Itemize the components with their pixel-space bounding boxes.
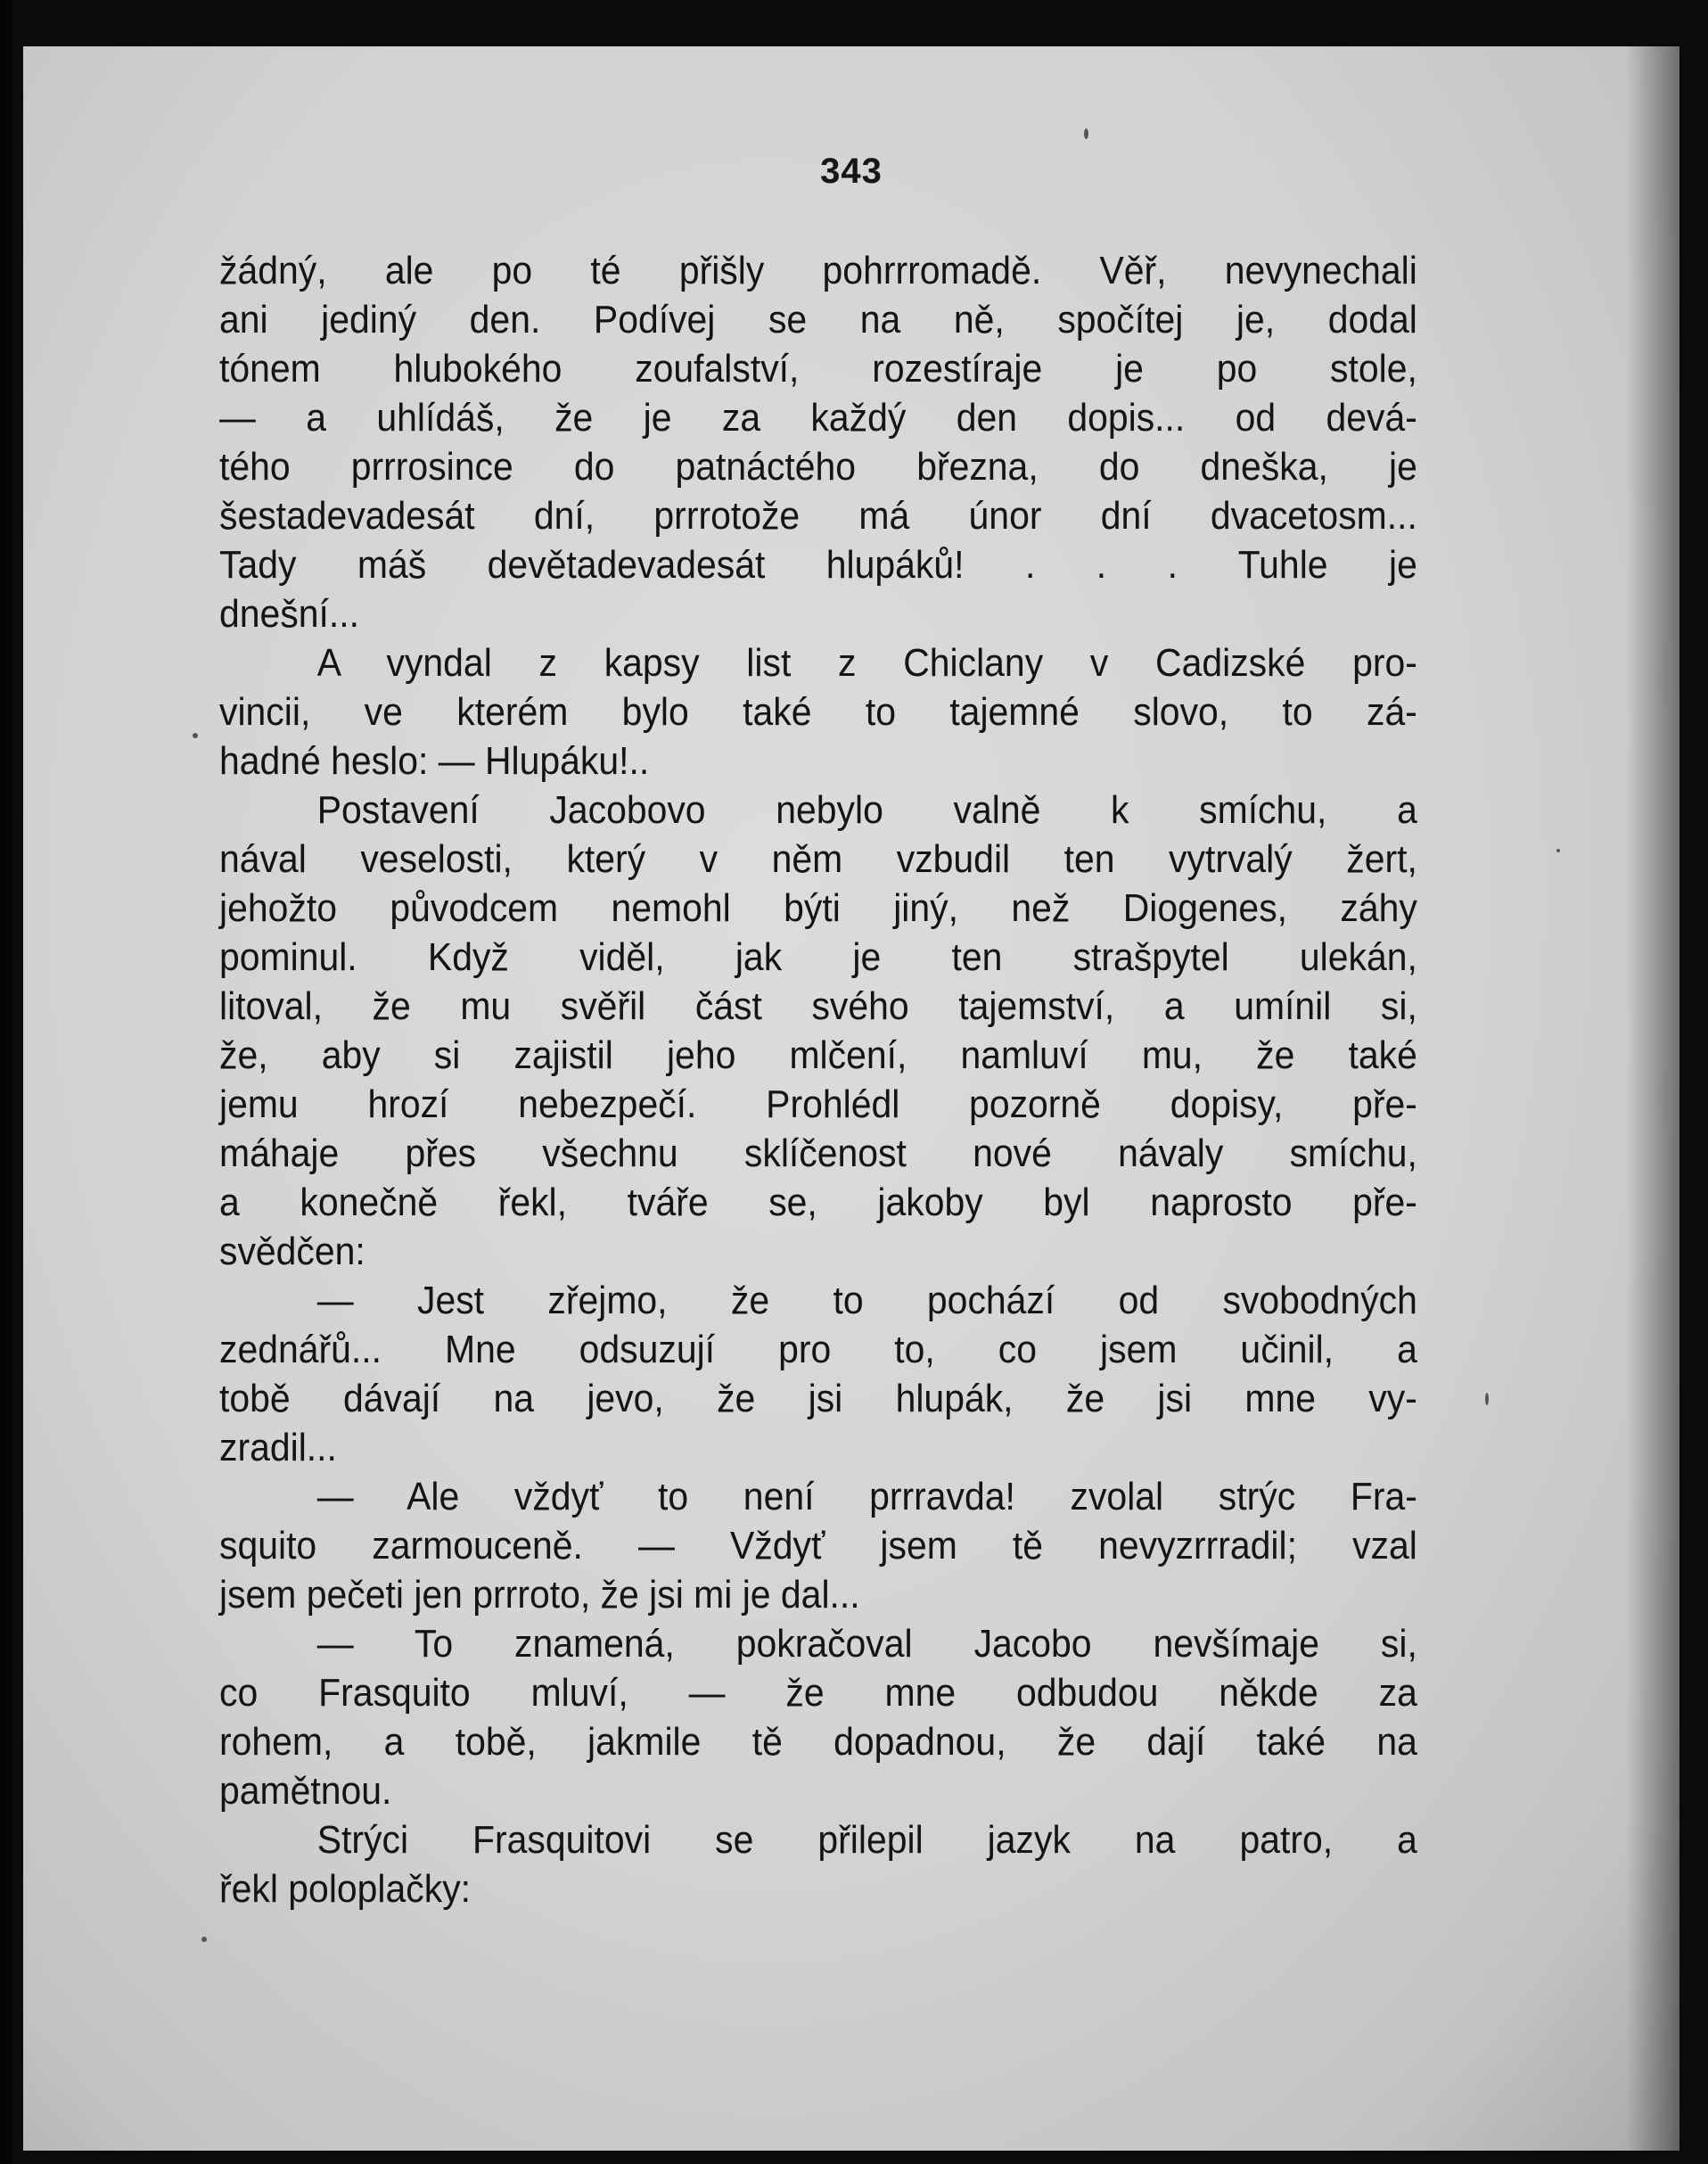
text-line: pamětnou. xyxy=(219,1769,392,1813)
binding-edge xyxy=(0,0,12,2164)
text-line: squito zarmouceně. — Vždyť jsem tě nevyzrrradil; vzal xyxy=(219,1524,1417,1567)
text-line: nával veselosti, který v něm vzbudil ten vytrvalý žert, xyxy=(219,837,1417,881)
text-line: — a uhlídáš, že je za každý den dopis... od devá- xyxy=(219,396,1417,440)
text-line: máhaje přes všechnu sklíčenost nové návaly smíchu, xyxy=(219,1131,1417,1175)
body-text xyxy=(219,246,1417,1913)
text-line: — Jest zřejmo, že to pochází od svobodných xyxy=(316,1279,1417,1322)
text-line: že, aby si zajistil jeho mlčení, namluví mu, že také xyxy=(219,1033,1417,1077)
scan-speck xyxy=(1485,1393,1489,1405)
text-line: A vyndal z kapsy list z Chiclany v Cadizské pro- xyxy=(316,641,1417,685)
text-line: svědčen: xyxy=(219,1230,365,1273)
scan-speck xyxy=(201,1937,207,1942)
text-line: tého prrrosince do patnáctého března, do dneška, je xyxy=(219,445,1417,489)
text-line: jemu hrozí nebezpečí. Prohlédl pozorně dopisy, pře- xyxy=(219,1082,1417,1126)
text-line: tobě dávají na jevo, že jsi hlupák, že jsi mne vy- xyxy=(219,1377,1417,1420)
text-line: litoval, že mu svěřil část svého tajemství, a umínil si, xyxy=(219,984,1417,1028)
scan-speck xyxy=(1556,849,1560,852)
text-line: vincii, ve kterém bylo také to tajemné slovo, to zá- xyxy=(219,690,1417,734)
text-line: hadné heslo: — Hlupáku!.. xyxy=(219,739,650,783)
text-line: — Ale vždyť to není prrravda! zvolal strýc Fra- xyxy=(316,1475,1417,1518)
text-line: tónem hlubokého zoufalství, rozestíraje je po stole, xyxy=(219,347,1417,391)
page-shadow xyxy=(1626,46,1679,2151)
text-line: dnešní... xyxy=(219,592,359,636)
scan-speck xyxy=(1084,128,1088,139)
text-line: a konečně řekl, tváře se, jakoby byl naprosto pře- xyxy=(219,1181,1417,1224)
text-line: — To znamená, pokračoval Jacobo nevšímaje si, xyxy=(316,1622,1417,1666)
text-line: ani jediný den. Podívej se na ně, spočítej je, dodal xyxy=(219,298,1417,341)
text-line: Tady máš devětadevadesát hlupáků! . . . Tuhle je xyxy=(219,543,1417,587)
text-line: žádný, ale po té přišly pohrrromadě. Věř, nevynechali xyxy=(219,249,1417,292)
text-line: jehožto původcem nemohl býti jiný, než Diogenes, záhy xyxy=(219,886,1417,930)
text-line: jsem pečeti jen prrroto, že jsi mi je dal... xyxy=(219,1573,860,1617)
scan-speck xyxy=(193,733,198,738)
text-line: zednářů... Mne odsuzují pro to, co jsem učinil, a xyxy=(219,1328,1417,1371)
paper-sheet xyxy=(23,46,1679,2151)
text-line: šestadevadesát dní, prrrotože má únor dní dvacetosm... xyxy=(219,494,1417,538)
text-line: Strýci Frasquitovi se přilepil jazyk na patro, a xyxy=(316,1818,1417,1862)
text-line: co Frasquito mluví, — že mne odbudou někde za xyxy=(219,1671,1417,1715)
text-line: rohem, a tobě, jakmile tě dopadnou, že dají také na xyxy=(219,1720,1417,1764)
page-number: 343 xyxy=(820,152,883,191)
text-line: řekl poloplačky: xyxy=(219,1867,472,1911)
text-line: pominul. Když viděl, jak je ten strašpytel ulekán, xyxy=(219,935,1417,979)
text-line: Postavení Jacobovo nebylo valně k smíchu, a xyxy=(316,788,1417,832)
text-line: zradil... xyxy=(219,1426,337,1469)
